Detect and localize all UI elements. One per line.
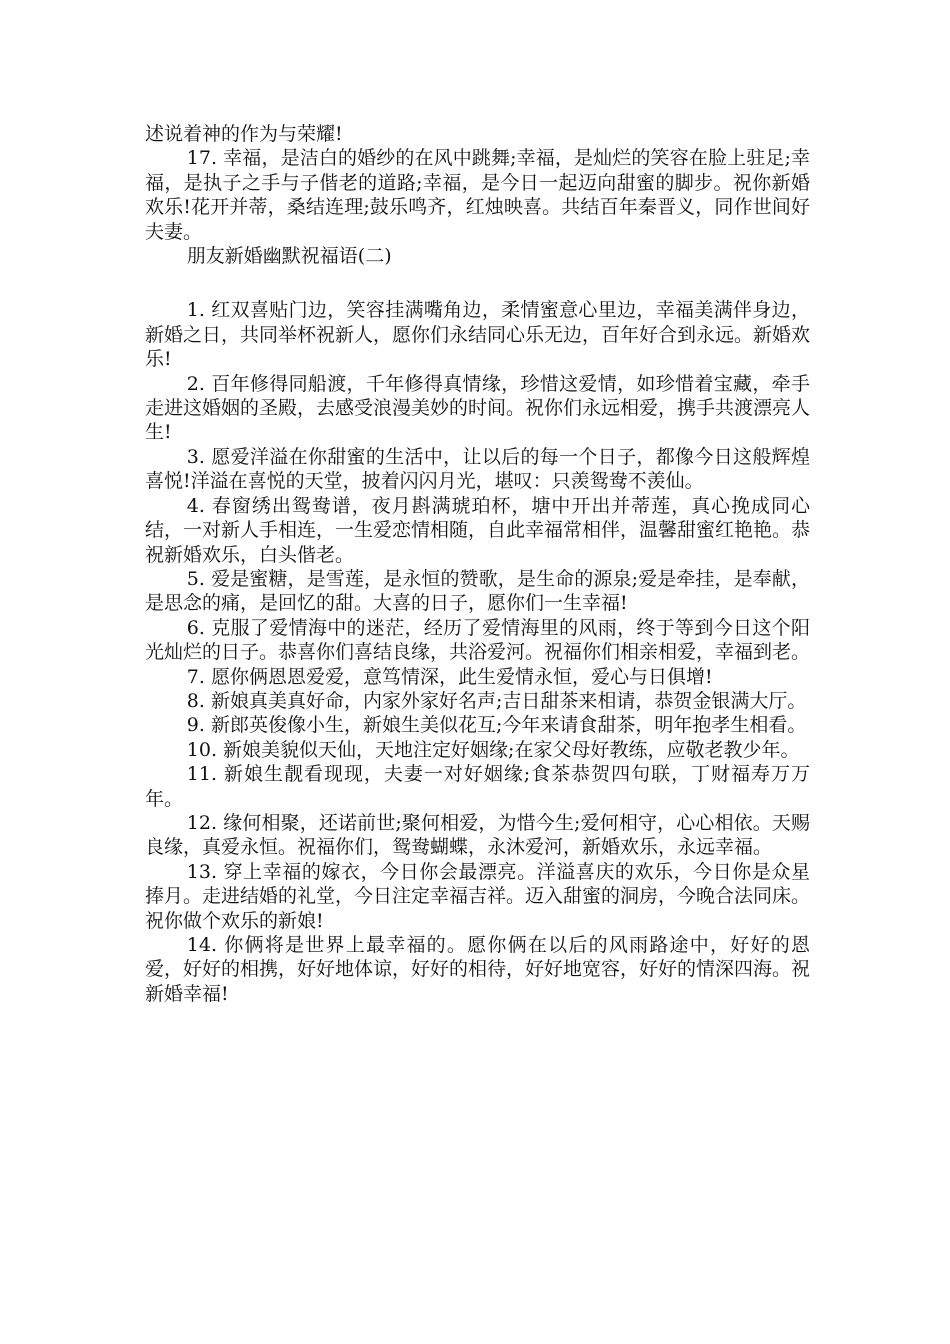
list-item: 9. 新郎英俊像小生，新娘生美似花互;今年来请食甜茶，明年抱孝生相看。 <box>186 714 807 737</box>
list-item: 2. 百年修得同船渡，千年修得真情缘，珍惜这爱情，如珍惜着宝藏，牵手走进这婚姻的圣殿，去感受浪漫美妙的时间。祝你们永远相爱，携手共渡漂亮人生! <box>145 372 811 444</box>
document-body <box>145 122 810 1006</box>
list-item: 10. 新娘美貌似天仙，天地注定好姻缘;在家父母好教练，应敬老教少年。 <box>186 738 800 761</box>
intro-fragment: 述说着神的作为与荣耀! <box>145 123 343 145</box>
list-item: 13. 穿上幸福的嫁衣，今日你会最漂亮。洋溢喜庆的欢乐，今日你是众星捧月。走进结婚的礼堂，今日注定幸福吉祥。迈入甜蜜的洞房，今晚合法同床。祝你做个欢乐的新娘! <box>145 860 811 932</box>
list-item: 6. 克服了爱情海中的迷茫，经历了爱情海里的风雨，终于等到今日这个阳光灿烂的日子。恭喜你们喜结良缘，共浴爱河。祝福你们相亲相爱，幸福到老。 <box>145 616 811 664</box>
list-item: 5. 爱是蜜糖，是雪莲，是永恒的赞歌，是生命的源泉;爱是牵挂，是奉献，是思念的痛，是回忆的甜。大喜的日子，愿你们一生幸福! <box>145 567 810 615</box>
list-item: 12. 缘何相聚，还诺前世;聚何相爱，为惜今生;爱何相守，心心相依。天赐良缘，真爱永恒。祝福你们，鸳鸯蝴蝶，永沐爱河，新婚欢乐，永远幸福。 <box>145 811 810 859</box>
list-item: 4. 春窗绣出鸳鸯谱，夜月斟满琥珀杯，塘中开出并蒂莲，真心挽成同心结，一对新人手相连，一生爱恋情相随，自此幸福常相伴，温馨甜蜜红艳艳。恭祝新婚欢乐，白头偕老。 <box>145 494 811 566</box>
list-item: 3. 愿爱洋溢在你甜蜜的生活中，让以后的每一个日子，都像今日这般辉煌喜悦!洋溢在喜悦的天堂，披着闪闪月光，堪叹：只羡鸳鸯不羡仙。 <box>145 445 810 493</box>
list-item: 11. 新娘生靓看现现，夫妻一对好姻缘;食茶恭贺四句联，丁财福寿万万年。 <box>145 763 810 810</box>
list-item: 14. 你俩将是世界上最幸福的。愿你俩在以后的风雨路途中，好好的恩爱，好好的相携，好好地体谅，好好的相待，好好地宽容，好好的情深四海。祝新婚幸福! <box>145 934 811 1005</box>
section-heading: 朋友新婚幽默祝福语(二) <box>186 245 392 268</box>
list-item: 7. 愿你俩恩恩爱爱，意笃情深，此生爱情永恒，爱心与日俱增! <box>186 665 713 688</box>
list-item: 1. 红双喜贴门边，笑容挂满嘴角边，柔情蜜意心里边，幸福美满伴身边，新婚之日，共同举杯祝新人，愿你们永结同心乐无边，百年好合到永远。新婚欢乐! <box>145 299 811 371</box>
list-item: 8. 新娘真美真好命，内家外家好名声;吉日甜茶来相请，恭贺金银满大厅。 <box>186 689 807 712</box>
paragraph-17: 17. 幸福，是洁白的婚纱的在风中跳舞;幸福，是灿烂的笑容在脸上驻足;幸福，是执子之手与子偕老的道路;幸福，是今日一起迈向甜蜜的脚步。祝你新婚欢乐!花开并蒂，桑结连理;鼓乐鸣齐，红烛映喜。共结百年秦晋义，同作世间好夫妻。 <box>145 147 810 243</box>
